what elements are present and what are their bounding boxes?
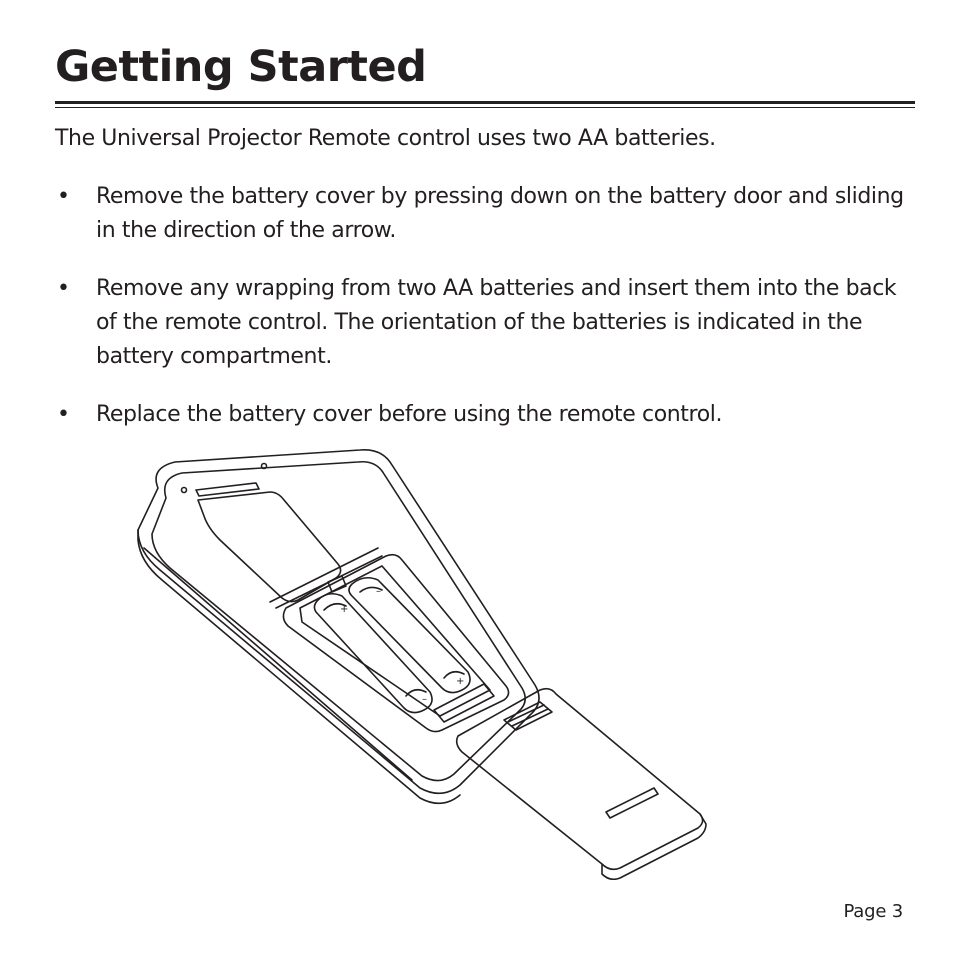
remote-upper-panel — [198, 492, 341, 602]
remote-body-inner-rim — [152, 462, 525, 781]
battery-cover-slot — [606, 788, 658, 818]
page-number: Page 3 — [843, 901, 903, 922]
battery-right-plus: + — [456, 676, 465, 687]
battery-cover — [457, 689, 706, 880]
battery-cover-top — [457, 689, 703, 870]
list-item — [55, 398, 915, 432]
battery-right-minus: – — [376, 586, 381, 597]
battery-left — [314, 594, 432, 713]
list-item — [55, 272, 915, 374]
list-item-text: Replace the battery cover before using the remote control. — [96, 402, 723, 427]
remote-screw-left — [182, 488, 187, 493]
battery-left-plus: + — [340, 604, 349, 615]
list-item-text: Remove any wrapping from two AA batteries and insert them into the back of the remote control. The orientation of the batteries is indicated in the battery compartment. — [96, 276, 897, 369]
page-title: Getting Started — [55, 42, 427, 92]
bullet-symbol: • — [57, 276, 70, 301]
title-rule-thick — [55, 101, 915, 104]
list-item — [55, 180, 915, 248]
remote-screw-right — [262, 464, 267, 469]
remote-ridge — [270, 548, 378, 602]
bullet-symbol: • — [57, 184, 70, 209]
intro-text: The Universal Projector Remote control uses two AA batteries. — [55, 126, 716, 151]
title-rule-thin — [55, 107, 915, 108]
bullet-symbol: • — [57, 402, 70, 427]
remote-side-edge-lower — [144, 548, 412, 780]
list-item-text: Remove the battery cover by pressing down on the battery door and sliding in the direction of the arrow. — [96, 184, 904, 243]
instruction-list — [55, 180, 915, 456]
battery-left-minus: – — [422, 694, 427, 705]
remote-battery-install-icon — [120, 440, 720, 880]
battery-right — [349, 578, 470, 693]
